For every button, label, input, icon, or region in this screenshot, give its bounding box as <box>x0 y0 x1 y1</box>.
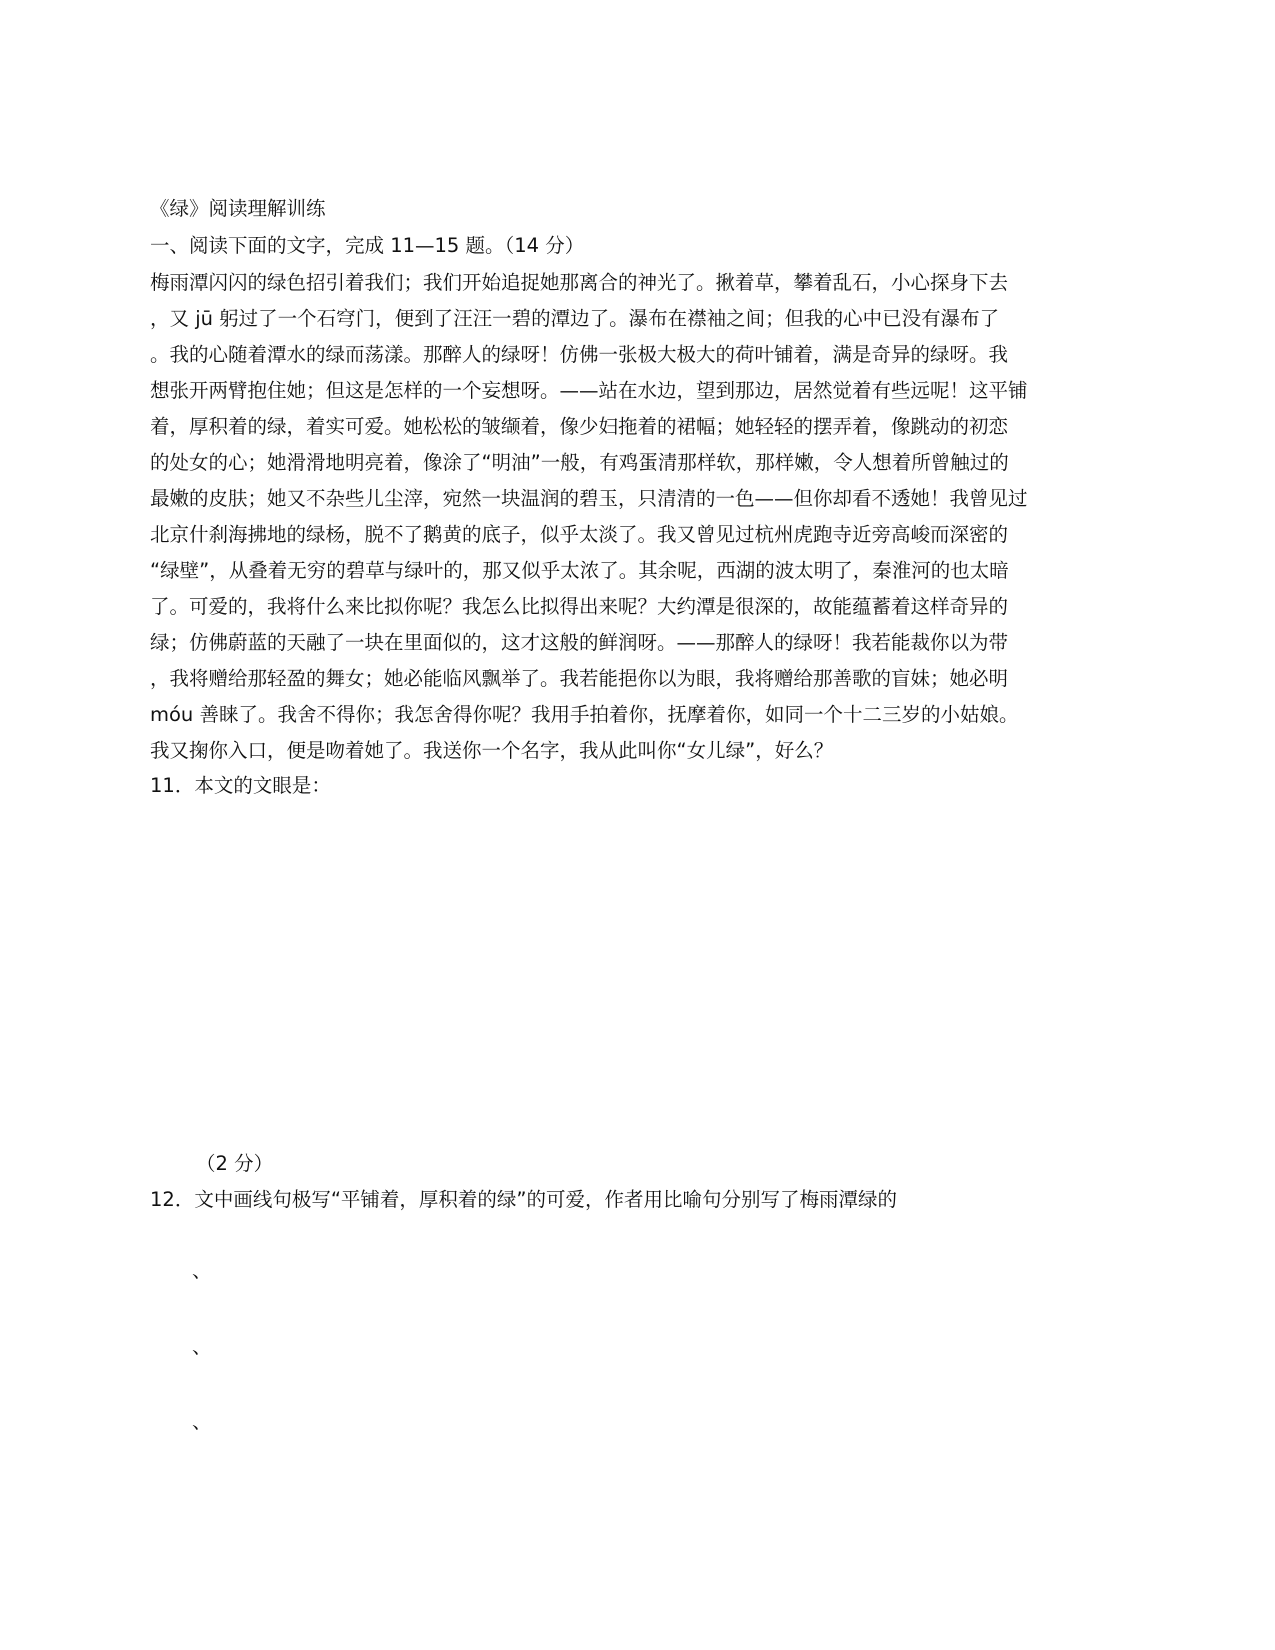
answer-blank-mark: 、 <box>192 1259 212 1282</box>
answer-blank-mark: 、 <box>192 1335 212 1358</box>
passage-line: 想张开两臂抱住她；但这是怎样的一个妄想呀。——站在水边，望到那边，居然觉着有些远呢！这平铺 <box>150 379 1028 402</box>
passage-line: 我又掬你入口，便是吻着她了。我送你一个名字，我从此叫你“女儿绿”，好么？ <box>150 739 834 762</box>
question-11: 11．本文的文眼是： <box>150 774 331 797</box>
question-12: 12．文中画线句极写“平铺着，厚积着的绿”的可爱，作者用比喻句分别写了梅雨潭绿的 <box>150 1188 898 1211</box>
answer-blank-mark: 、 <box>192 1410 212 1433</box>
passage-line: ，又 jū 躬过了一个石穹门，便到了汪汪一碧的潭边了。瀑布在襟袖之间；但我的心中已没有瀑布了 <box>150 307 1000 330</box>
passage-line: 了。可爱的，我将什么来比拟你呢？我怎么比拟得出来呢？大约潭是很深的，故能蕴蓄着这样奇异的 <box>150 595 1009 618</box>
passage-line: 绿；仿佛蔚蓝的天融了一块在里面似的，这才这般的鲜润呀。——那醉人的绿呀！我若能裁你以为带 <box>150 631 1009 654</box>
passage-line: 最嫩的皮肤；她又不杂些儿尘滓，宛然一块温润的碧玉，只清清的一色——但你却看不透她！我曾见过 <box>150 487 1028 510</box>
passage-line: 梅雨潭闪闪的绿色招引着我们；我们开始追捉她那离合的神光了。揪着草，攀着乱石，小心探身下去 <box>150 271 1009 294</box>
document-title: 《绿》阅读理解训练 <box>150 197 326 220</box>
passage-line: móu 善睐了。我舍不得你；我怎舍得你呢？我用手拍着你，抚摩着你，如同一个十二三岁的小姑娘。 <box>150 703 1019 726</box>
passage-line: 北京什刹海拂地的绿杨，脱不了鹅黄的底子，似乎太淡了。我又曾见过杭州虎跑寺近旁高峻而深密的 <box>150 523 1009 546</box>
section-heading: 一、阅读下面的文字，完成 11—15 题。（14 分） <box>150 234 585 257</box>
passage-line: “绿壁”，从叠着无穷的碧草与绿叶的，那又似乎太浓了。其余呢，西湖的波太明了，秦淮河的也太暗 <box>150 559 1009 582</box>
passage-line: 的处女的心；她滑滑地明亮着，像涂了“明油”一般，有鸡蛋清那样软，那样嫩，令人想着所曾触过的 <box>150 451 1009 474</box>
passage-line: 。我的心随着潭水的绿而荡漾。那醉人的绿呀！仿佛一张极大极大的荷叶铺着，满是奇异的绿呀。我 <box>150 343 1009 366</box>
question-11-score: （2 分） <box>196 1152 274 1175</box>
passage-line: ，我将赠给那轻盈的舞女；她必能临风飘举了。我若能挹你以为眼，我将赠给那善歌的盲妹；她必明 <box>150 667 1009 690</box>
passage-line: 着，厚积着的绿，着实可爱。她松松的皱缬着，像少妇拖着的裙幅；她轻轻的摆弄着，像跳动的初恋 <box>150 415 1009 438</box>
